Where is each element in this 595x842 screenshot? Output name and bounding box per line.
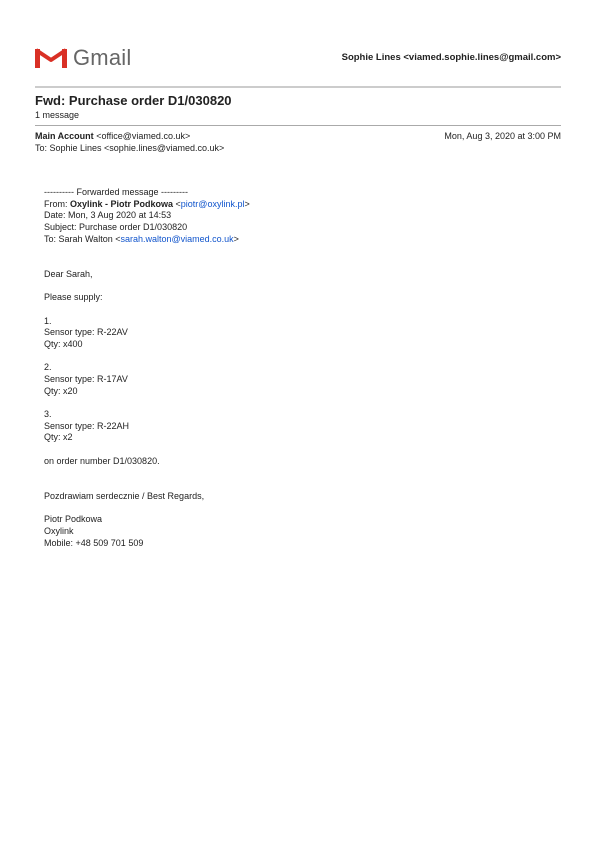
message-count: 1 message (35, 110, 80, 120)
message-body (44, 187, 544, 549)
forward-to-email-link[interactable]: sarah.walton@viamed.co.uk (120, 233, 234, 244)
item-sensor: Sensor type: R-17AV (44, 374, 128, 384)
forward-from-open: < (173, 198, 181, 209)
header-divider (35, 86, 561, 88)
print-header (35, 43, 561, 75)
message-from (35, 131, 190, 141)
message-to: To: Sophie Lines <sophie.lines@viamed.co.uk> (35, 143, 225, 153)
forward-from-label: From: (44, 198, 70, 209)
forward-from-close: > (244, 198, 250, 209)
greeting: Dear Sarah, (44, 268, 93, 279)
forward-from-name: Oxylink - Piotr Podkowa (70, 198, 174, 209)
thread-subject: Fwd: Purchase order D1/030820 (35, 93, 232, 108)
signature-mobile: Mobile: +48 509 701 509 (44, 537, 144, 548)
forward-separator: ---------- Forwarded message --------- (44, 187, 188, 197)
forward-to (44, 234, 544, 246)
forward-to-label: To: Sarah Walton < (44, 233, 121, 244)
item-number: 2. (44, 362, 52, 373)
regards-line: Pozdrawiam serdecznie / Best Regards, (44, 490, 205, 501)
item-number: 1. (44, 315, 52, 326)
forward-from-email-link[interactable]: piotr@oxylink.pl (180, 198, 245, 209)
gmail-envelope-icon (35, 46, 67, 70)
signature-name: Piotr Podkowa (44, 514, 103, 525)
account-label: Sophie Lines <viamed.sophie.lines@gmail.com> (341, 52, 561, 63)
forward-from (44, 199, 544, 211)
signature-company: Oxylink (44, 525, 74, 536)
item-qty: Qty: x400 (44, 338, 83, 349)
message-divider (35, 125, 561, 126)
sender-email: <office@viamed.co.uk> (96, 131, 191, 141)
logo-wordmark: Gmail (73, 45, 132, 70)
order-line: on order number D1/030820. (44, 455, 160, 466)
item-sensor: Sensor type: R-22AH (44, 420, 130, 431)
item-sensor: Sensor type: R-22AV (44, 327, 128, 338)
item-number: 3. (44, 409, 52, 420)
message-date: Mon, Aug 3, 2020 at 3:00 PM (444, 131, 561, 141)
item-qty: Qty: x20 (44, 385, 78, 396)
forward-to-close: > (233, 233, 239, 244)
forward-date: Date: Mon, 3 Aug 2020 at 14:53 (44, 210, 172, 221)
intro-line: Please supply: (44, 292, 103, 303)
item-qty: Qty: x2 (44, 432, 73, 443)
forward-subject: Subject: Purchase order D1/030820 (44, 222, 188, 233)
gmail-logo (35, 45, 131, 71)
sender-name: Main Account (35, 131, 94, 141)
